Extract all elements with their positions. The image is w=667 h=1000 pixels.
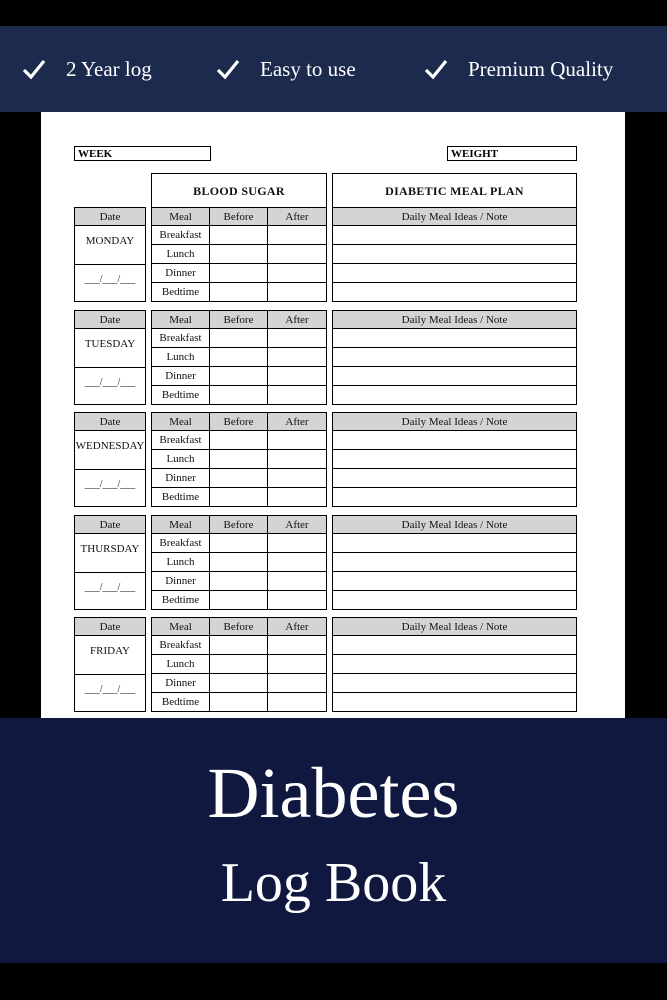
after-reading-cell [267, 449, 327, 469]
after-reading-cell [267, 225, 327, 245]
before-reading-cell [209, 590, 268, 610]
notes-line [332, 590, 577, 610]
meal-label: Dinner [151, 571, 210, 591]
checkmark-icon [216, 57, 240, 81]
before-reading-cell [209, 347, 268, 367]
date-column-header: Date [74, 412, 146, 431]
after-column-header: After [267, 310, 327, 329]
meal-label: Bedtime [151, 590, 210, 610]
notes-line [332, 328, 577, 348]
notes-line [332, 468, 577, 488]
feature-label: Premium Quality [468, 56, 614, 81]
day-divider [74, 674, 146, 675]
checkmark-icon [22, 57, 46, 81]
notes-line [332, 654, 577, 674]
blood-sugar-heading: BLOOD SUGAR [151, 173, 327, 207]
day-name: FRIDAY [90, 645, 130, 657]
features-bar [0, 26, 667, 112]
before-reading-cell [209, 385, 268, 405]
notes-line [332, 385, 577, 405]
cover-title: Diabetes [207, 753, 460, 833]
after-reading-cell [267, 635, 327, 655]
meal-label: Bedtime [151, 692, 210, 712]
checkmark-icon [424, 57, 448, 81]
day-divider [74, 572, 146, 573]
after-reading-cell [267, 263, 327, 283]
before-reading-cell [209, 263, 268, 283]
notes-column-header: Daily Meal Ideas / Note [332, 617, 577, 636]
notes-line [332, 533, 577, 553]
notes-line [332, 635, 577, 655]
notes-line [332, 366, 577, 386]
date-blank: ___/___/___ [84, 274, 136, 285]
after-reading-cell [267, 244, 327, 264]
after-reading-cell [267, 487, 327, 507]
date-column-header: Date [74, 617, 146, 636]
after-reading-cell [267, 282, 327, 302]
meal-label: Dinner [151, 468, 210, 488]
notes-line [332, 282, 577, 302]
meal-label: Lunch [151, 449, 210, 469]
before-reading-cell [209, 430, 268, 450]
after-reading-cell [267, 552, 327, 572]
after-reading-cell [267, 654, 327, 674]
before-column-header: Before [209, 310, 268, 329]
meal-label: Breakfast [151, 328, 210, 348]
meal-label: Breakfast [151, 533, 210, 553]
weight-field: WEIGHT [447, 146, 577, 161]
notes-line [332, 225, 577, 245]
before-reading-cell [209, 366, 268, 386]
after-column-header: After [267, 412, 327, 431]
feature-item [424, 26, 613, 112]
feature-label: Easy to use [260, 56, 356, 81]
date-blank: ___/___/___ [84, 581, 136, 593]
cover-subtitle: Log Book [220, 852, 447, 914]
before-reading-cell [209, 635, 268, 655]
meal-label: Dinner [151, 673, 210, 693]
day-divider [74, 264, 146, 265]
notes-line [332, 552, 577, 572]
before-column-header: Before [209, 207, 268, 226]
meal-label: Breakfast [151, 225, 210, 245]
meal-label: Lunch [151, 654, 210, 674]
after-column-header: After [267, 207, 327, 226]
before-reading-cell [209, 487, 268, 507]
after-reading-cell [267, 366, 327, 386]
notes-line [332, 571, 577, 591]
day-divider [74, 469, 146, 470]
meal-column-header: Meal [151, 207, 210, 226]
notes-line [332, 449, 577, 469]
before-reading-cell [209, 552, 268, 572]
before-reading-cell [209, 328, 268, 348]
before-reading-cell [209, 673, 268, 693]
after-reading-cell [267, 328, 327, 348]
before-column-header: Before [209, 412, 268, 431]
log-page-preview [41, 112, 625, 718]
day-name: THURSDAY [80, 542, 140, 555]
meal-label: Bedtime [151, 282, 210, 302]
feature-label: 2 Year log [66, 56, 152, 81]
date-column-header: Date [74, 207, 146, 226]
after-column-header: After [267, 515, 327, 534]
meal-plan-heading: DIABETIC MEAL PLAN [332, 173, 577, 207]
meal-label: Lunch [151, 552, 210, 572]
week-field: WEEK [74, 146, 211, 161]
notes-line [332, 347, 577, 367]
meal-label: Bedtime [151, 487, 210, 507]
day-divider [74, 367, 146, 368]
after-reading-cell [267, 430, 327, 450]
before-reading-cell [209, 282, 268, 302]
meal-column-header: Meal [151, 412, 210, 431]
day-name: WEDNESDAY [75, 440, 145, 452]
after-reading-cell [267, 385, 327, 405]
date-column-header: Date [74, 515, 146, 534]
before-reading-cell [209, 533, 268, 553]
notes-column-header: Daily Meal Ideas / Note [332, 515, 577, 534]
meal-label: Breakfast [151, 430, 210, 450]
before-reading-cell [209, 244, 268, 264]
date-blank: ___/___/___ [84, 376, 136, 388]
after-reading-cell [267, 347, 327, 367]
notes-line [332, 263, 577, 283]
after-reading-cell [267, 571, 327, 591]
after-reading-cell [267, 533, 327, 553]
notes-line [332, 430, 577, 450]
meal-label: Dinner [151, 263, 210, 283]
date-column-header: Date [74, 310, 146, 329]
date-blank: ___/___/___ [84, 684, 136, 695]
meal-label: Dinner [151, 366, 210, 386]
after-reading-cell [267, 673, 327, 693]
meal-label: Bedtime [151, 385, 210, 405]
meal-label: Lunch [151, 244, 210, 264]
before-reading-cell [209, 449, 268, 469]
notes-line [332, 244, 577, 264]
notes-line [332, 692, 577, 712]
meal-column-header: Meal [151, 310, 210, 329]
before-reading-cell [209, 571, 268, 591]
date-blank: ___/___/___ [84, 479, 136, 490]
before-reading-cell [209, 692, 268, 712]
meal-label: Breakfast [151, 635, 210, 655]
before-reading-cell [209, 654, 268, 674]
before-column-header: Before [209, 515, 268, 534]
meal-label: Lunch [151, 347, 210, 367]
after-reading-cell [267, 468, 327, 488]
before-reading-cell [209, 225, 268, 245]
after-column-header: After [267, 617, 327, 636]
notes-column-header: Daily Meal Ideas / Note [332, 207, 577, 226]
meal-column-header: Meal [151, 515, 210, 534]
feature-item [22, 26, 152, 112]
meal-column-header: Meal [151, 617, 210, 636]
after-reading-cell [267, 590, 327, 610]
after-reading-cell [267, 692, 327, 712]
notes-column-header: Daily Meal Ideas / Note [332, 310, 577, 329]
day-name: TUESDAY [84, 337, 136, 350]
notes-column-header: Daily Meal Ideas / Note [332, 412, 577, 431]
before-reading-cell [209, 468, 268, 488]
notes-line [332, 487, 577, 507]
day-name: MONDAY [85, 235, 135, 247]
notes-line [332, 673, 577, 693]
before-column-header: Before [209, 617, 268, 636]
feature-item [216, 26, 356, 112]
